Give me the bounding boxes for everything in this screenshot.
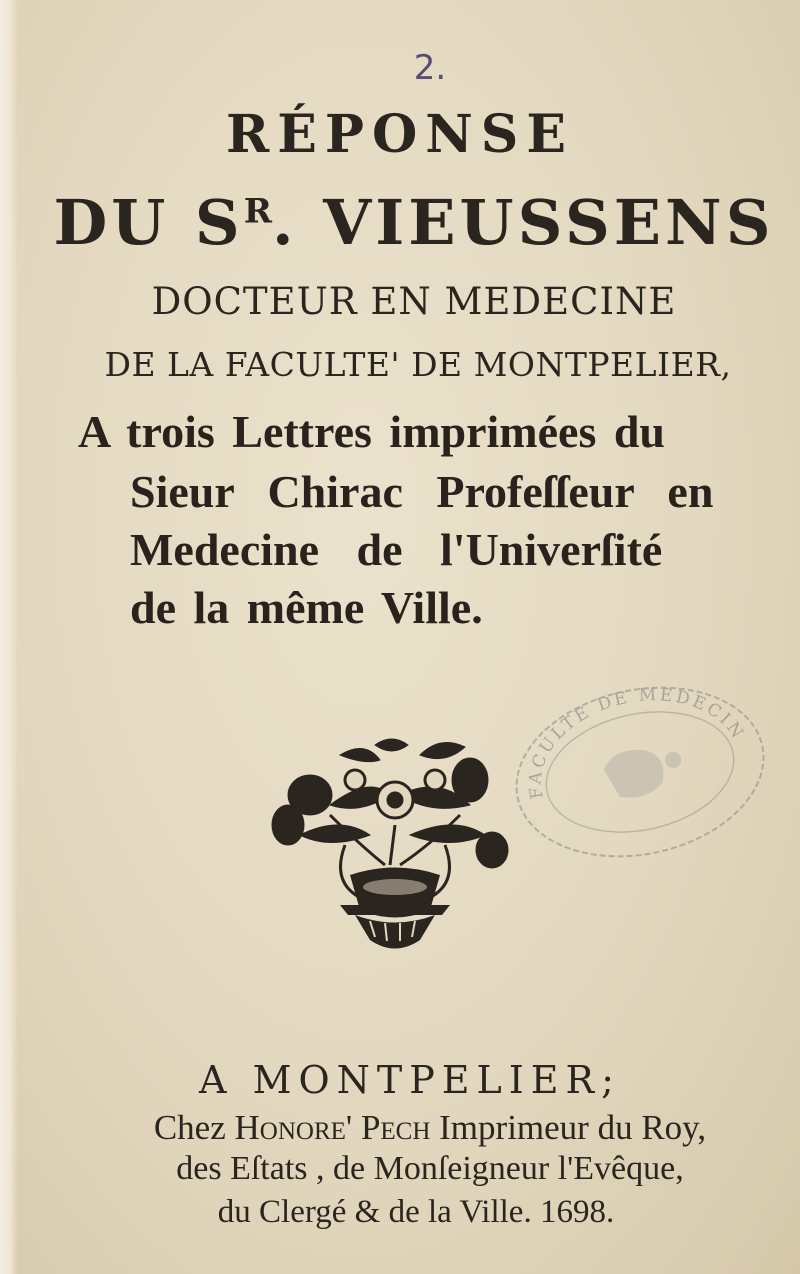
imprint-printer-pre: Chez: [153, 1108, 226, 1147]
imprint-line-4: du Clergé & de la Ville. 1698.: [217, 1194, 615, 1230]
imprint-printer-name: Honore' Pech: [234, 1108, 431, 1147]
imprint-place: A MONTPELIER;: [199, 1058, 621, 1102]
body-line-2: Sieur Chirac Profeſſeur en: [130, 466, 714, 517]
title-line-1: RÉPONSE: [226, 104, 574, 165]
title-line-2: [14, 186, 800, 259]
title-line-4: DE LA FACULTE' DE MONTPELIER,: [104, 345, 732, 384]
title-line-3: DOCTEUR EN MEDECINE: [151, 280, 677, 323]
title-line-2-main: DU S: [53, 186, 244, 259]
body-line-4: de la même Ville.: [130, 582, 483, 633]
title-line-2-rest: . VIEUSSENS: [271, 186, 775, 259]
imprint-line-3: des Eſtats , de Monſeigneur l'Evêque,: [176, 1150, 684, 1187]
manuscript-number: 2.: [413, 48, 447, 88]
flower-vase-ornament: [270, 735, 515, 960]
title-line-2-sup: R: [243, 191, 272, 232]
body-line-1: A trois Lettres imprimées du: [78, 406, 666, 457]
imprint-printer-line: [30, 1108, 800, 1148]
imprint-printer-post: Imprimeur du Roy,: [439, 1108, 707, 1147]
body-line-3: Medecine de l'Univerſité: [130, 524, 663, 575]
library-stamp: [500, 672, 780, 872]
stamp-text: FACULTE DE MEDECINE: [525, 684, 749, 801]
